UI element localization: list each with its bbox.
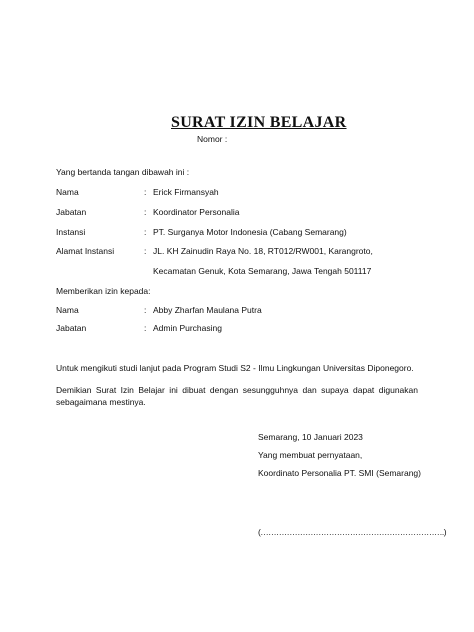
closing-paragraph: Demikian Surat Izin Belajar ini dibuat dengan sesungguhnya dan supaya dapat digunakan sebagaimana mestinya. xyxy=(56,385,418,407)
grant-intro-text: Memberikan izin kepada: xyxy=(56,286,151,296)
signer-title: Koordinato Personalia PT. SMI (Semarang) xyxy=(258,468,421,478)
letter-number: Nomor : xyxy=(197,134,228,144)
signer-name-value: Erick Firmansyah xyxy=(153,187,219,197)
recipient-name-label: Nama xyxy=(56,305,79,315)
recipient-position-colon: : xyxy=(144,323,147,333)
signer-position-value: Koordinator Personalia xyxy=(153,207,240,217)
signer-institution-label: Instansi xyxy=(56,227,86,237)
signature-line: (…………………………………………………………….) xyxy=(258,527,446,537)
recipient-name-colon: : xyxy=(144,305,147,315)
recipient-name-value: Abby Zharfan Maulana Putra xyxy=(153,305,262,315)
intro-text: Yang bertanda tangan dibawah ini : xyxy=(56,167,190,177)
place-date: Semarang, 10 Januari 2023 xyxy=(258,432,363,442)
signer-address-value-line2: Kecamatan Genuk, Kota Semarang, Jawa Tengah 501117 xyxy=(153,266,372,276)
signer-address-colon: : xyxy=(144,246,147,256)
statement-text: Yang membuat pernyataan, xyxy=(258,450,363,460)
signer-address-value: JL. KH Zainudin Raya No. 18, RT012/RW001, Karangroto, xyxy=(153,246,373,256)
letter-title: SURAT IZIN BELAJAR xyxy=(171,114,347,131)
signer-institution-value: PT. Surganya Motor Indonesia (Cabang Semarang) xyxy=(153,227,347,237)
signer-address-label: Alamat Instansi xyxy=(56,246,115,256)
signer-name-colon: : xyxy=(144,187,147,197)
recipient-position-label: Jabatan xyxy=(56,323,87,333)
signer-institution-colon: : xyxy=(144,227,147,237)
recipient-position-value: Admin Purchasing xyxy=(153,323,222,333)
signer-name-label: Nama xyxy=(56,187,79,197)
signer-position-colon: : xyxy=(144,207,147,217)
signer-position-label: Jabatan xyxy=(56,207,87,217)
purpose-paragraph: Untuk mengikuti studi lanjut pada Program Studi S2 - Ilmu Lingkungan Universitas Diponegoro. xyxy=(56,363,414,373)
